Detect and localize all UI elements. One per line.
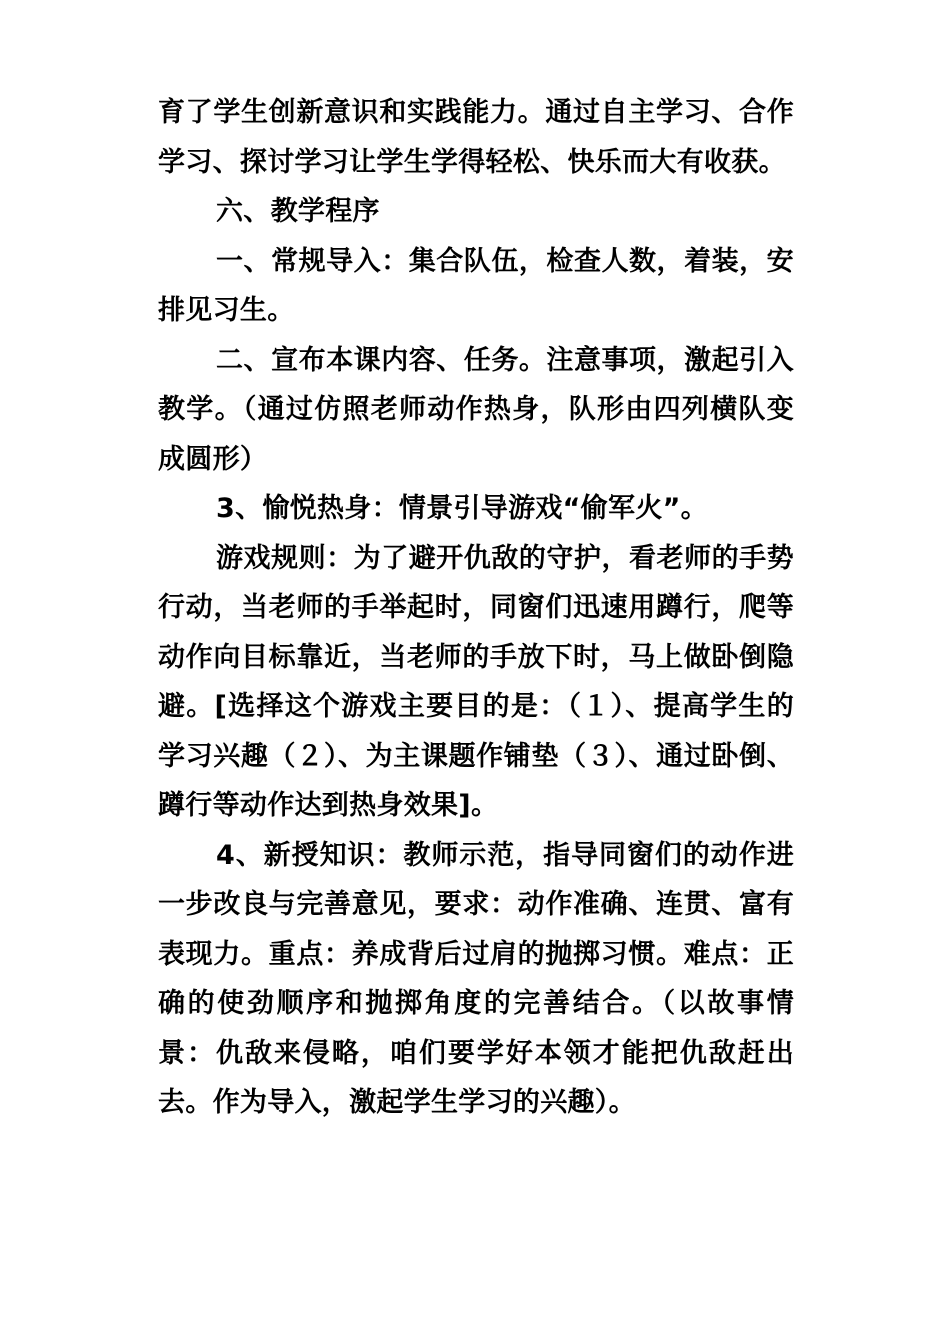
paragraph-announce-content: 二、宣布本课内容、任务。注意事项，激起引入教学。（通过仿照老师动作热身，队形由四列横队变成圆形） [158, 344, 794, 475]
document-body [158, 88, 794, 1128]
paragraph-game-rules: 游戏规则：为了避开仇敌的守护，看老师的手势行动，当老师的手举起时，同窗们迅速用蹲行，爬等动作向目标靠近，当老师的手放下时，马上做卧倒隐避。[选择这个游戏主要目的是：（１）、提高学生的学习兴趣（２）、为主课题作铺垫（３）、通过卧倒、蹲行等动作达到热身效果]。 [158, 542, 794, 821]
paragraph-warmup: 3、愉悦热身：情景引导游戏“偷军火”。 [216, 493, 708, 524]
section-heading-teaching-procedure: 六、教学程序 [216, 196, 380, 227]
paragraph-routine-intro: 一、常规导入：集合队伍，检查人数，着装，安排见习生。 [158, 245, 794, 326]
paragraph-new-knowledge: 4、新授知识：教师示范，指导同窗们的动作进一步改良与完善意见，要求：动作准确、连贯、富有表现力。重点：养成背后过肩的抛掷习惯。难点：正确的使劲顺序和抛掷角度的完善结合。（以故事情景：仇敌来侵略，咱们要学好本领才能把仇敌赶出去。作为导入，激起学生学习的兴趣）。 [158, 839, 794, 1118]
paragraph-continuation: 育了学生创新意识和实践能力。通过自主学习、合作学习、探讨学习让学生学得轻松、快乐而大有收获。 [158, 97, 794, 178]
